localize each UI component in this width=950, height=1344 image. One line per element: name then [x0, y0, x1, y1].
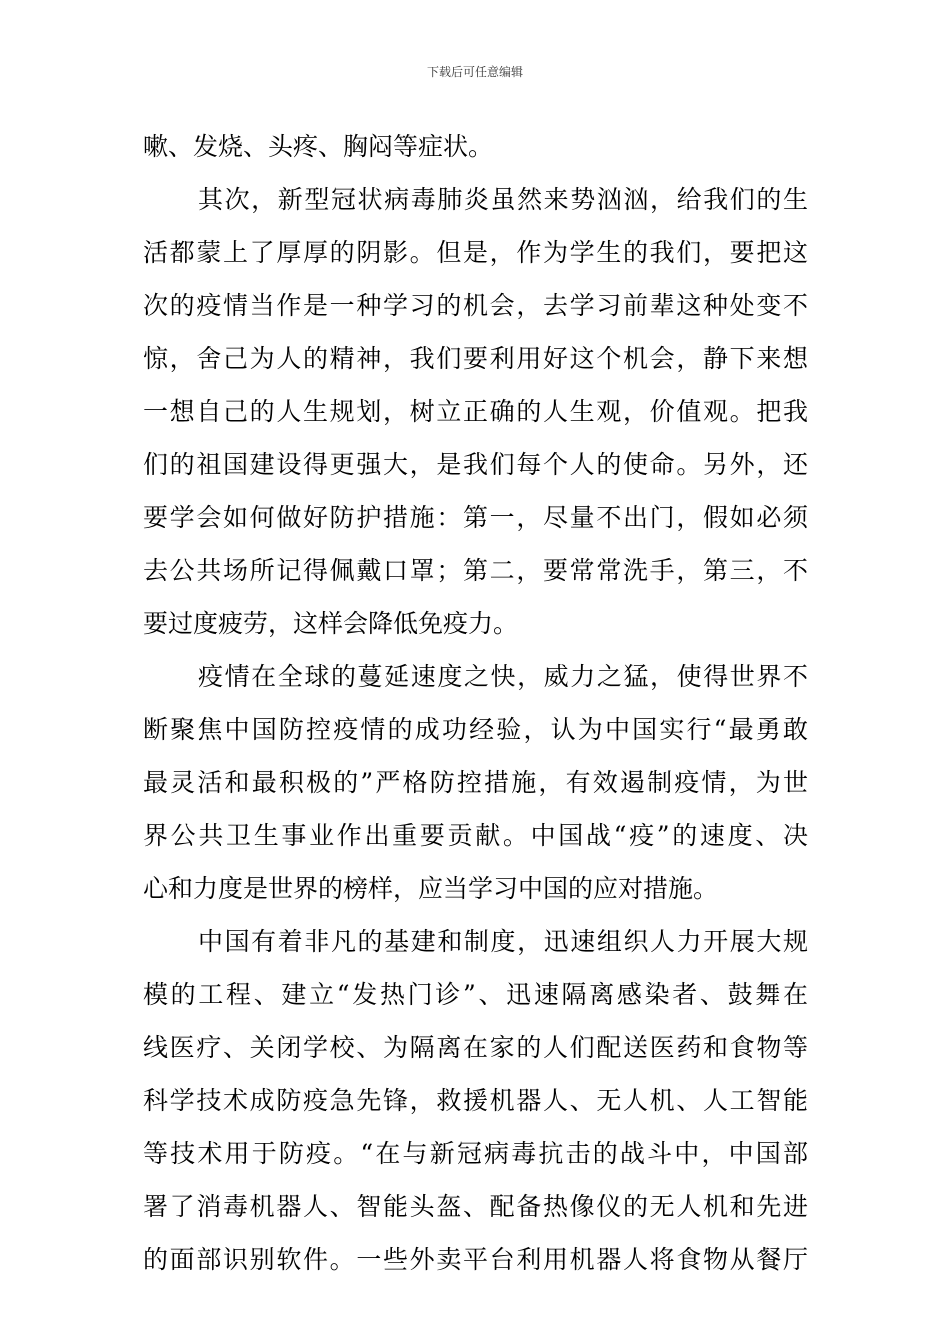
- page-header-note: 下载后可任意编辑: [426, 65, 523, 79]
- text-line: 要过度疲劳，这样会降低免疫力。: [143, 609, 519, 638]
- text-line: 断聚焦中国防控疫情的成功经验，认为中国实行“最勇敢: [143, 715, 808, 744]
- text-line: 嗽、发烧、头疼、胸闷等症状。: [143, 132, 494, 161]
- text-line: 去公共场所记得佩戴口罩；第二，要常常洗手，第三，不: [143, 556, 808, 585]
- text-line: 中国有着非凡的基建和制度，迅速组织人力开展大规: [198, 927, 808, 956]
- text-line: 疫情在全球的蔓延速度之快，威力之猛，使得世界不: [198, 662, 808, 691]
- text-line: 最灵活和最积极的”严格防控措施，有效遏制疫情，为世: [143, 768, 808, 797]
- text-line: 科学技术成防疫急先锋，救援机器人、无人机、人工智能: [143, 1086, 808, 1115]
- text-line: 惊，舍己为人的精神，我们要利用好这个机会，静下来想: [143, 344, 808, 373]
- text-line: 次的疫情当作是一种学习的机会，去学习前辈这种处变不: [143, 291, 808, 320]
- document-body: [143, 120, 808, 1286]
- text-line: 其次，新型冠状病毒肺炎虽然来势汹汹，给我们的生: [198, 185, 808, 214]
- text-line: 界公共卫生事业作出重要贡献。中国战“疫”的速度、决: [143, 821, 808, 850]
- text-line: 要学会如何做好防护措施：第一，尽量不出门，假如必须: [143, 503, 808, 532]
- text-line: 活都蒙上了厚厚的阴影。但是，作为学生的我们，要把这: [143, 238, 808, 267]
- text-line: 模的工程、建立“发热门诊”、迅速隔离感染者、鼓舞在: [143, 980, 808, 1009]
- text-line: 心和力度是世界的榜样，应当学习中国的应对措施。: [143, 874, 719, 903]
- text-line: 们的祖国建设得更强大，是我们每个人的使命。另外，还: [143, 450, 808, 479]
- text-line: 的面部识别软件。一些外卖平台利用机器人将食物从餐厅: [143, 1245, 808, 1274]
- text-line: 署了消毒机器人、智能头盔、配备热像仪的无人机和先进: [143, 1192, 808, 1221]
- text-line: 一想自己的人生规划，树立正确的人生观，价值观。把我: [143, 397, 808, 426]
- text-line: 等技术用于防疫。“在与新冠病毒抗击的战斗中，中国部: [143, 1139, 808, 1168]
- text-line: 线医疗、关闭学校、为隔离在家的人们配送医药和食物等: [143, 1033, 808, 1062]
